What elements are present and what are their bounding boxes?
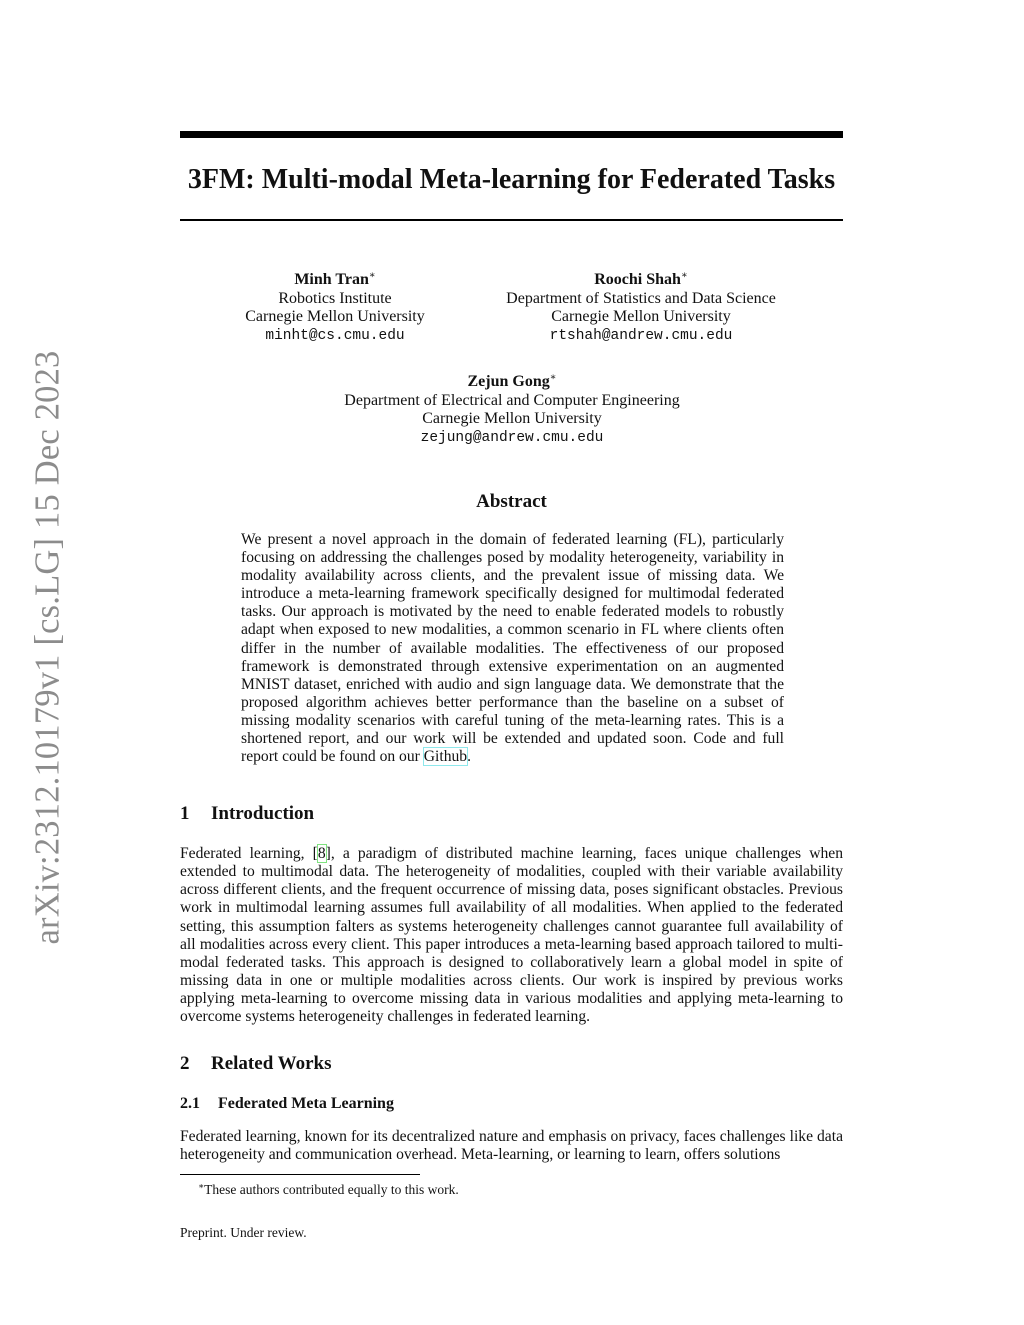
abstract-end-punctuation: . (467, 748, 471, 766)
citation-link[interactable]: 8 (317, 845, 326, 862)
author-name: Roochi Shah (594, 271, 681, 288)
footnote-mark: ∗ (198, 1181, 205, 1191)
subsection-title: Federated Meta Learning (218, 1095, 394, 1112)
section-title: Related Works (211, 1053, 332, 1074)
author-university: Carnegie Mellon University (551, 308, 731, 325)
author-university: Carnegie Mellon University (422, 410, 602, 427)
federated-meta-learning-paragraph: Federated learning, known for its decentralized nature and emphasis on privacy, faces challenges like data heterogeneity and communication overhead. Meta-learning, or learning to learn, offers solutions (180, 1128, 843, 1164)
arxiv-sidebar-stamp (26, 350, 70, 945)
equal-contribution-mark: ∗ (368, 270, 376, 281)
section-heading-introduction (180, 802, 314, 826)
abstract-body: We present a novel approach in the domain of federated learning (FL), particularly focusing on addressing the challenges posed by modality heterogeneity, variability in modality availability across clients, and the prevalent issue of missing data. We introduce a meta-learning framework specifically designed for multimodal federated tasks. Our approach is motivated by the need to enable federated models to robustly adapt when exposed to new modalities, a common scenario in FL where clients often differ in the number of available modalities. The effectiveness of our proposed framework is demonstrated through extensive experimentation on an augmented MNIST dataset, enriched with audio and sign language data. We demonstrate that the proposed algorithm achieves better performance than the baseline on a subset of missing modality scenarios with careful tuning of the meta-learning rates. This is a shortened report, and our work will be extended and updated soon. Code and full report could be found on our (241, 531, 784, 766)
author-name: Minh Tran (294, 271, 369, 288)
footnote (198, 1178, 459, 1198)
preprint-notice: Preprint. Under review. (180, 1225, 307, 1240)
subsection-heading-federated-meta-learning (180, 1094, 394, 1114)
author-affiliation: Department of Electrical and Computer Engineering (344, 391, 680, 409)
introduction-paragraph (180, 845, 843, 1027)
author-block-1 (200, 267, 470, 345)
author-block-3 (262, 369, 762, 447)
equal-contribution-mark: ∗ (549, 372, 557, 383)
abstract-heading: Abstract (476, 491, 547, 512)
author-block-2 (470, 267, 812, 345)
intro-text-body: ], a paradigm of distributed machine learning, faces unique challenges when extended to multimodal data. The heterogeneity of modalities, coupled with their variable availability across different clients, and the frequent occurrence of missing data, poses significant obstacles. Previous work in multimodal learning assumes full availability of all modalities. When applied to the federated setting, this assumption falters as systems heterogeneity challenges cannot guarantee full availability of all modalities across every client. This paper introduces a meta-learning based approach tailored to multi-modal federated tasks. This approach is designed to collaboratively learn a global model in spite of missing data in one or multiple modalities across clients. Our work is inspired by previous works applying meta-learning to overcome missing data in various modalities and applying meta-learning to overcome systems heterogeneity challenges in federated learning. (180, 845, 843, 1026)
title-top-rule (180, 131, 843, 138)
subsection-number: 2.1 (180, 1095, 200, 1112)
author-university: Carnegie Mellon University (245, 308, 425, 325)
footnote-rule (180, 1174, 420, 1175)
section-number: 1 (180, 803, 190, 824)
author-email: rtshah@andrew.cmu.edu (549, 327, 733, 344)
section-title: Introduction (211, 803, 315, 824)
paper-title: 3FM: Multi-modal Meta-learning for Federated Tasks (187, 164, 836, 195)
abstract-text (241, 531, 784, 766)
author-name: Zejun Gong (467, 373, 550, 390)
arxiv-identifier: arXiv:2312.10179v1 [cs.LG] 15 Dec 2023 (28, 350, 67, 945)
section-heading-related-works (180, 1052, 332, 1076)
intro-text-lead: Federated learning, [ (180, 845, 318, 862)
footnote-text: These authors contributed equally to this work. (204, 1182, 459, 1197)
author-affiliation: Department of Statistics and Data Science (506, 289, 776, 307)
author-email: minht@cs.cmu.edu (265, 327, 405, 344)
equal-contribution-mark: ∗ (680, 270, 688, 281)
title-bottom-rule (180, 219, 843, 221)
author-affiliation: Robotics Institute (278, 289, 392, 307)
section-number: 2 (180, 1053, 190, 1074)
author-email: zejung@andrew.cmu.edu (420, 429, 604, 446)
github-link[interactable]: Github (423, 748, 468, 766)
